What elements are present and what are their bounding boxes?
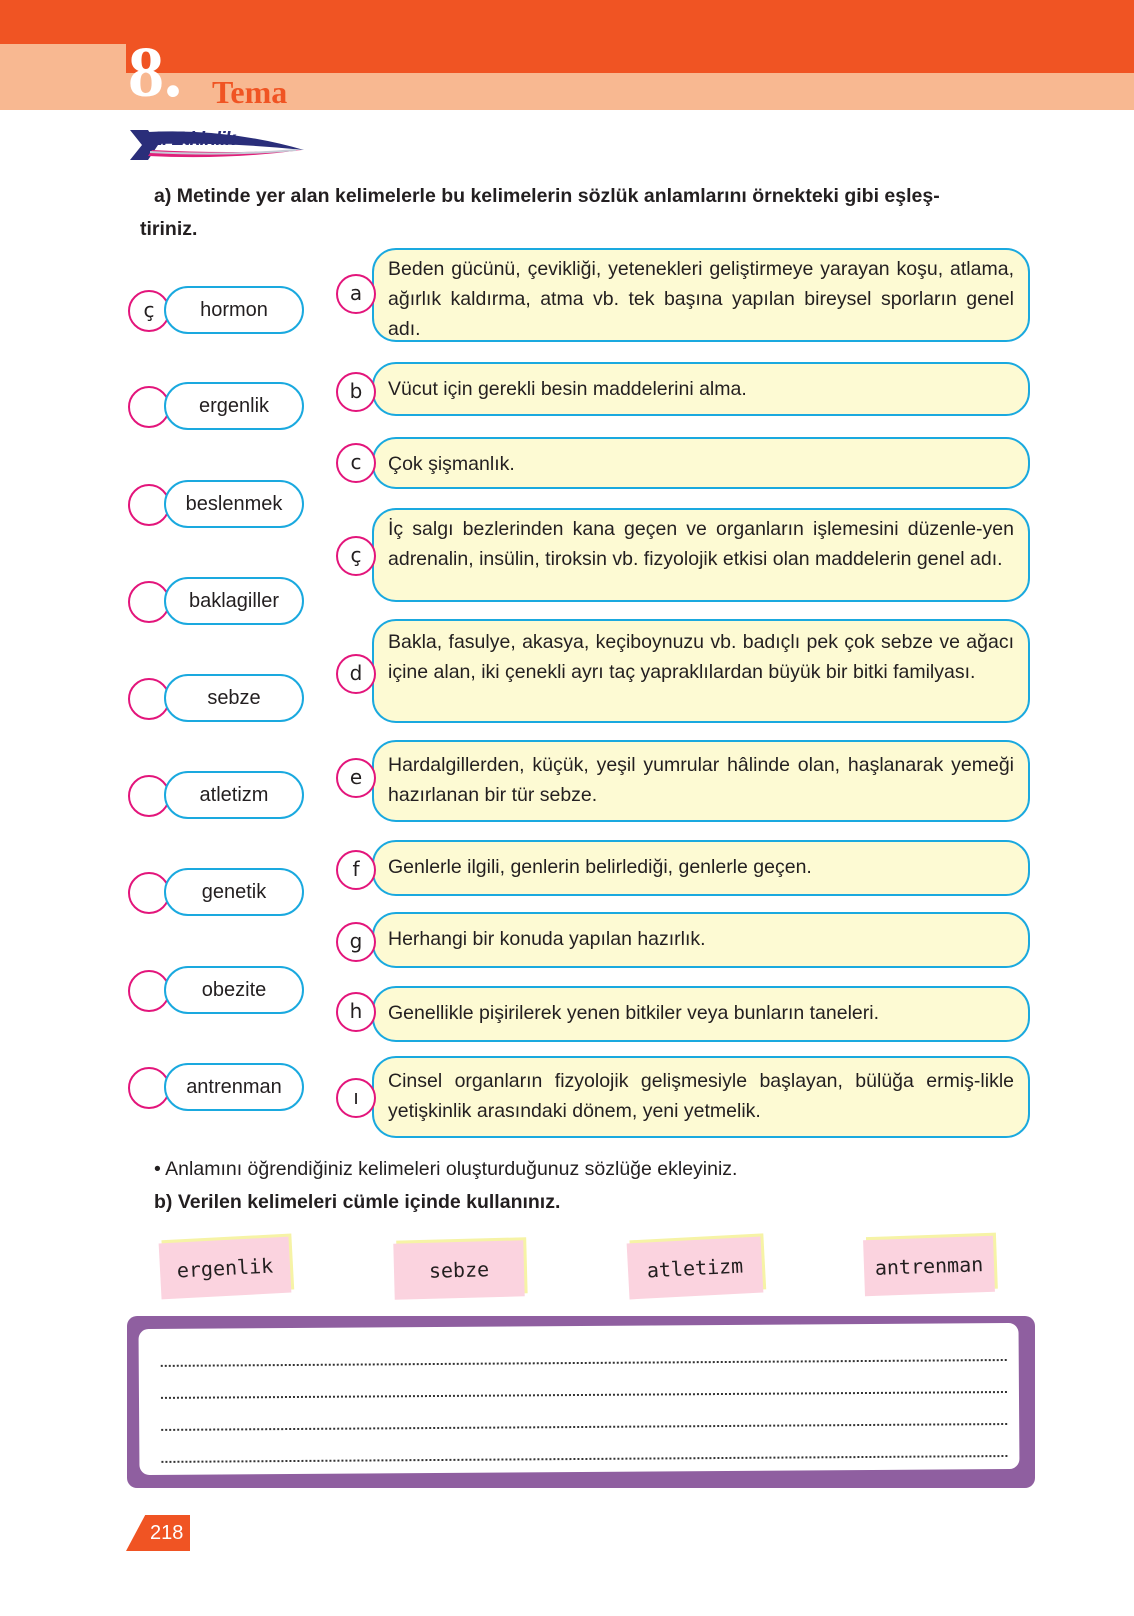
word-pill: hormon: [164, 286, 304, 334]
word-pill: sebze: [164, 674, 304, 722]
sticky-note: sebze: [393, 1240, 524, 1299]
bullet-note: • Anlamını öğrendiğiniz kelimeleri oluşturduğunuz sözlüğe ekleyiniz.: [154, 1158, 738, 1180]
instruction-a-line2: tiriniz.: [140, 218, 198, 240]
definition-letter: ç: [336, 536, 376, 576]
definition-box: Herhangi bir konuda yapılan hazırlık.: [372, 912, 1030, 968]
definition-letter: d: [336, 654, 376, 694]
definition-box: Cinsel organların fizyolojik gelişmesiyle başlayan, bülüğa ermiş-likle yetişkinlik arasındaki dönem, yeni yetmelik.: [372, 1056, 1030, 1138]
definition-box: Genellikle pişirilerek yenen bitkiler veya bunların taneleri.: [372, 986, 1030, 1042]
writing-line: [161, 1423, 1007, 1431]
writing-line: [161, 1359, 1007, 1367]
definition-box: Çok şişmanlık.: [372, 437, 1030, 489]
word-pill: antrenman: [164, 1063, 304, 1111]
word-item: [128, 480, 306, 528]
definition-letter: b: [336, 372, 376, 412]
definition-letter: c: [336, 443, 376, 483]
definition-box: Genlerle ilgili, genlerin belirlediği, genlerle geçen.: [372, 840, 1030, 896]
instruction-a-line1: a) Metinde yer alan kelimelerle bu kelimelerin sözlük anlamlarını örnekteki gibi eşleş-: [154, 185, 940, 207]
definition-box: İç salgı bezlerinden kana geçen ve organların işlemesini düzenle-yen adrenalin, insülin, tiroksin vb. fizyolojik etkisi olan maddelerin genel adı.: [372, 508, 1030, 602]
word-pill: atletizm: [164, 771, 304, 819]
page-number: 218: [150, 1522, 184, 1544]
sticky-note: ergenlik: [159, 1237, 292, 1300]
definition-box: Bakla, fasulye, akasya, keçiboynuzu vb. badıçlı pek çok sebze ve ağacı içine alan, iki çenekli ayrı taç yapraklılardan büyük bir bitki familyası.: [372, 619, 1030, 723]
definition-box: Vücut için gerekli besin maddelerini alma.: [372, 362, 1030, 416]
activity-label: 1. Etkinlik: [152, 129, 236, 150]
theme-label: Tema: [212, 74, 288, 110]
word-pill: genetik: [164, 868, 304, 916]
word-item: [128, 1063, 306, 1111]
word-item: [128, 966, 306, 1014]
word-item: [128, 382, 306, 430]
definition-box: Hardalgillerden, küçük, yeşil yumrular hâlinde olan, haşlanarak yemeği hazırlanan bir tür sebze.: [372, 740, 1030, 822]
definition-letter: f: [336, 850, 376, 890]
word-item: [128, 868, 306, 916]
answer-circle[interactable]: ç: [128, 290, 170, 332]
definition-letter: e: [336, 758, 376, 798]
word-item: [128, 674, 306, 722]
theme-number: 8.: [128, 32, 182, 112]
sticky-note: atletizm: [627, 1237, 764, 1300]
definition-letter: ı: [336, 1078, 376, 1118]
writing-line: [161, 1391, 1007, 1399]
word-item: [128, 286, 306, 334]
word-pill: beslenmek: [164, 480, 304, 528]
word-pill: baklagiller: [164, 577, 304, 625]
instruction-b: b) Verilen kelimeleri cümle içinde kullanınız.: [154, 1191, 561, 1213]
definition-letter: h: [336, 992, 376, 1032]
sticky-note: antrenman: [863, 1236, 995, 1297]
instruction-a: [140, 180, 1036, 246]
definition-letter: a: [336, 274, 376, 314]
word-item: [128, 771, 306, 819]
writing-line: [161, 1455, 1007, 1463]
writing-area[interactable]: [139, 1323, 1020, 1475]
definition-letter: g: [336, 922, 376, 962]
definition-box: Beden gücünü, çevikliği, yetenekleri geliştirmeye yarayan koşu, atlama, ağırlık kaldırma, atma vb. tek başına yapılan bireysel sporların genel adı.: [372, 248, 1030, 342]
word-item: [128, 577, 306, 625]
word-pill: ergenlik: [164, 382, 304, 430]
writing-area-frame: [127, 1316, 1035, 1488]
word-pill: obezite: [164, 966, 304, 1014]
theme-number-tab: [0, 44, 126, 110]
